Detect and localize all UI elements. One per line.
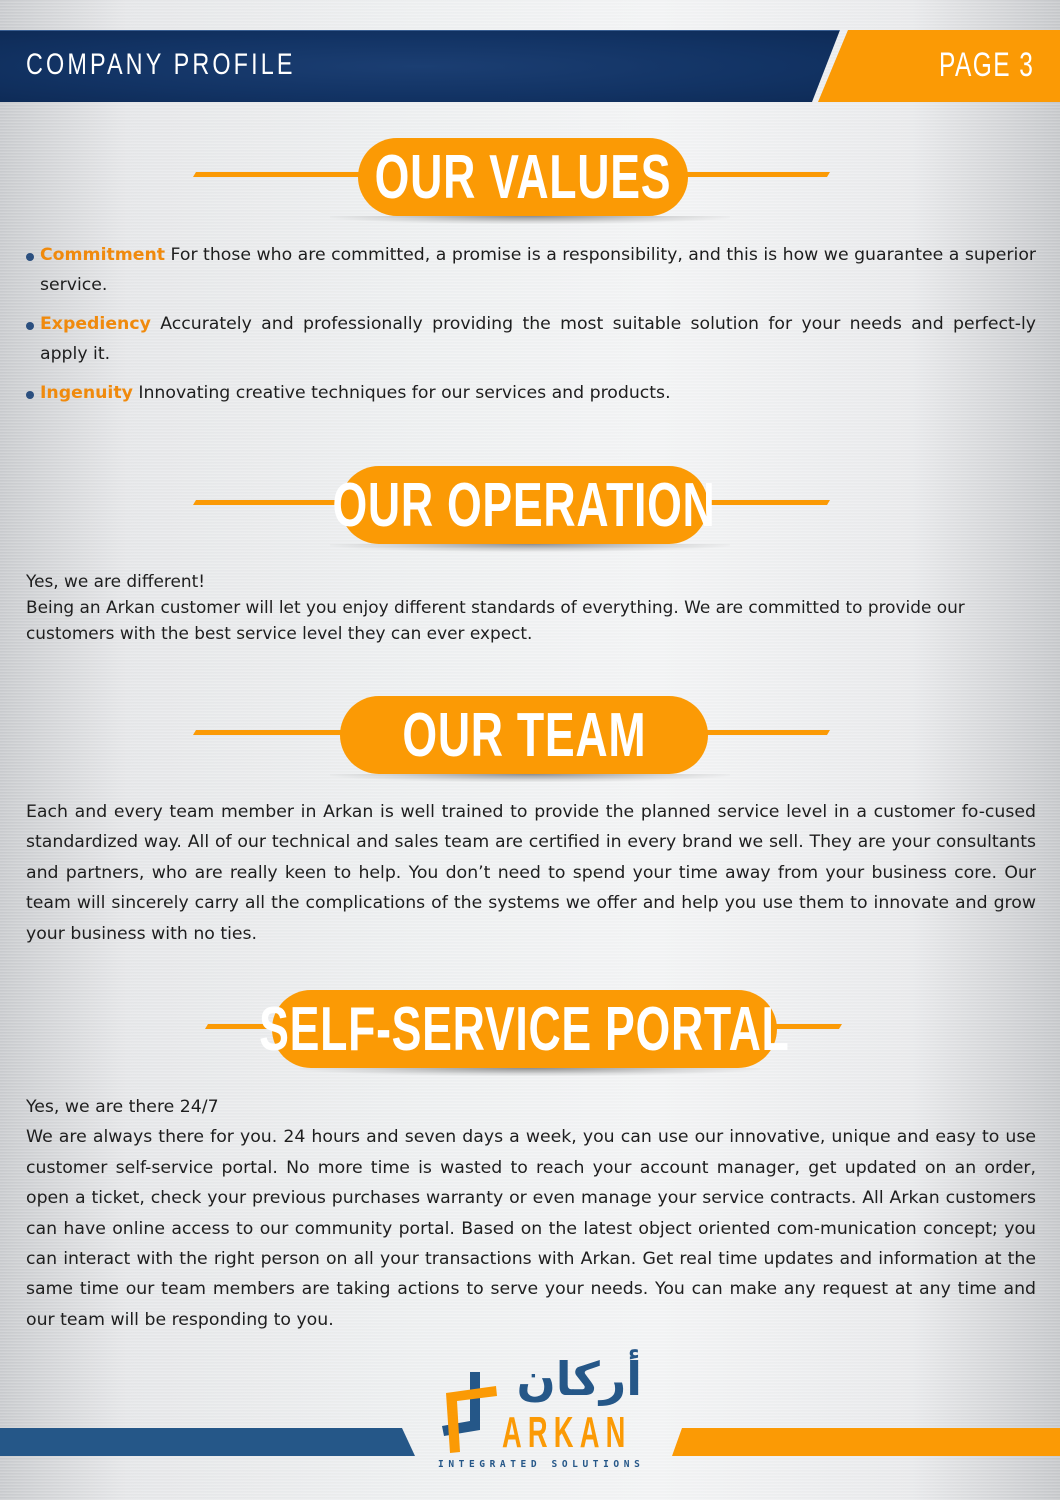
banner-rule-right: [680, 172, 830, 177]
portal-lead: Yes, we are there 24/7: [26, 1097, 219, 1117]
section-banner-values: [0, 130, 1060, 220]
footer-bar-right: [672, 1428, 1060, 1456]
value-description: Accurately and professionally providing the most suitable solution for your needs and perfect-ly apply it.: [40, 314, 1036, 364]
values-list: [26, 240, 1036, 417]
banner-rule-left: [193, 500, 343, 505]
logo-wordmark: ARKAN: [502, 1408, 632, 1457]
portal-body: We are always there for you. 24 hours and seven days a week, you can use our innovative, unique and easy to use customer self-service portal. No more time is wasted to reach your account manager, get updated on an order, open a ticket, check your previous purchases warranty or even manage your service contracts. All Arkan customers can have online access to our community portal. Based on the latest object oriented com-munication concept; you can interact with the right person on all your transactions with Arkan. Get real time updates and information at the same time our team members are taking actions to serve your needs. You can make any request at any time and our team will be responding to you.: [26, 1127, 1036, 1330]
section-heading-pill: [332, 466, 716, 544]
operation-body: Being an Arkan customer will let you enjoy different standards of everything. We are committed to provide our customers with the best service level they can ever expect.: [26, 598, 965, 644]
section-banner-portal: [0, 982, 1060, 1072]
logo-tagline: INTEGRATED SOLUTIONS: [438, 1459, 645, 1470]
banner-rule-left: [193, 172, 363, 177]
logo-arabic-text: أركان: [516, 1352, 642, 1406]
section-heading: SELF-SERVICE PORTAL: [259, 994, 790, 1064]
operation-lead: Yes, we are different!: [26, 572, 206, 592]
section-heading-pill: [259, 990, 790, 1068]
section-heading: OUR VALUES: [374, 142, 672, 212]
value-description: Innovating creative techniques for our services and products.: [132, 383, 671, 403]
value-term: Ingenuity: [40, 383, 133, 403]
page-number: PAGE 3: [938, 46, 1034, 84]
section-banner-operation: [0, 458, 1060, 548]
value-item-ingenuity: [26, 378, 1036, 408]
value-term: Expediency: [40, 314, 151, 334]
value-term: Commitment: [40, 245, 166, 265]
bullet-dot-icon: [26, 253, 34, 261]
banner-rule-right: [700, 500, 830, 505]
bullet-dot-icon: [26, 322, 34, 330]
footer-bar-left: [0, 1428, 415, 1456]
value-item-expediency: [26, 309, 1036, 369]
operation-text: [26, 569, 1031, 647]
team-body: Each and every team member in Arkan is well trained to provide the planned service level in a customer fo-cused standardized way. All of our technical and sales team are certified in every brand we sell. They are your consultants and partners, who are really keen to help. You don’t need to spend your time away from your business core. Our team will sincerely carry all the complications of the systems we offer and help you use them to innovate and grow your business with no ties.: [26, 802, 1036, 944]
section-heading-pill: [340, 696, 708, 774]
value-description: For those who are committed, a promise is a responsibility, and this is how we guarantee a superior service.: [40, 245, 1036, 295]
value-item-commitment: [26, 240, 1036, 300]
section-banner-team: [0, 688, 1060, 778]
section-heading-pill: [358, 138, 688, 216]
banner-rule-left: [193, 730, 343, 735]
section-heading: OUR OPERATION: [332, 470, 716, 540]
arkan-logo: [430, 1352, 650, 1480]
header-title: COMPANY PROFILE: [26, 48, 296, 81]
portal-text: [26, 1092, 1036, 1335]
bullet-dot-icon: [26, 391, 34, 399]
section-heading: OUR TEAM: [402, 700, 646, 770]
banner-rule-right: [700, 730, 830, 735]
